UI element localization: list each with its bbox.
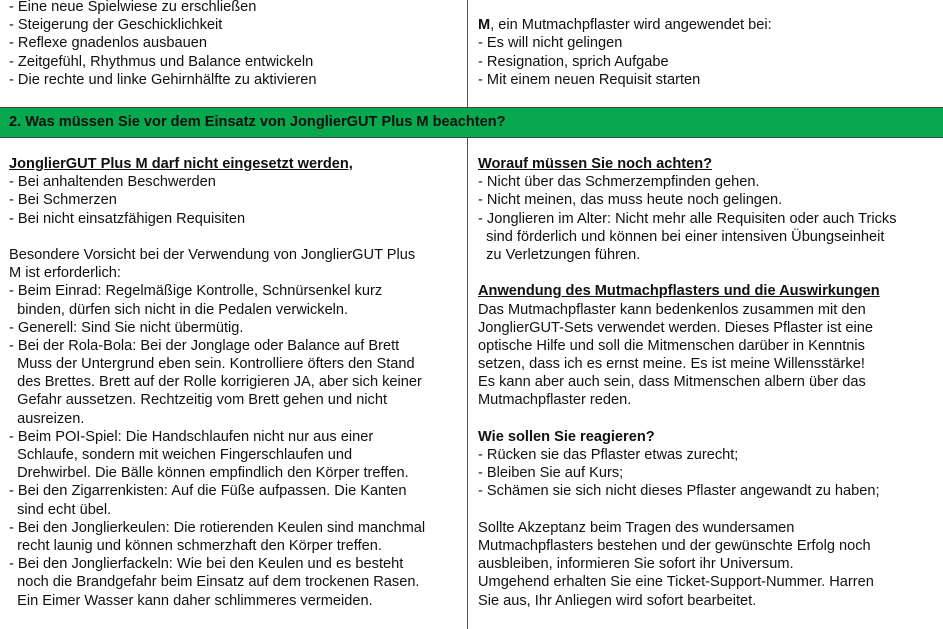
list-item: - Bei anhaltenden Beschwerden xyxy=(9,174,216,191)
top-left-list xyxy=(9,0,316,89)
caution-line: Ein Eimer Wasser kann daher schlimmeres vermeiden. xyxy=(9,592,373,609)
caution-line: M ist erforderlich: xyxy=(9,265,121,282)
paragraph-line: Sie aus, Ihr Anliegen wird sofort bearbeitet. xyxy=(478,592,757,609)
spacer xyxy=(478,410,897,428)
caution-line: des Brettes. Brett auf der Rolle korrigieren JA, aber sich keiner xyxy=(9,374,422,391)
paragraph-line: Es kann aber auch sein, dass Mitmenschen albern über das xyxy=(478,374,866,391)
list-item: - Nicht meinen, das muss heute noch gelingen. xyxy=(478,192,783,209)
spacer xyxy=(478,264,897,282)
paragraph-line: JonglierGUT-Sets verwendet werden. Dieses Pflaster ist eine xyxy=(478,319,874,336)
top-right-list xyxy=(478,0,772,89)
caution-line: sind echt übel. xyxy=(9,501,112,518)
list-item: zu Verletzungen führen. xyxy=(478,246,641,263)
list-item: - Resignation, sprich Aufgabe xyxy=(478,53,669,70)
paragraph-line: ausbleiben, informieren Sie sofort ihr Universum. xyxy=(478,556,794,573)
list-item: - Mit einem neuen Requisit starten xyxy=(478,71,701,88)
caution-line: - Beim Einrad: Regelmäßige Kontrolle, Schnürsenkel kurz xyxy=(9,283,383,300)
paragraph-line: Mutmachpflasters bestehen und der gewünschte Erfolg noch xyxy=(478,537,871,554)
application-heading: Anwendung des Mutmachpflasters und die Auswirkungen xyxy=(478,283,880,300)
blank-line xyxy=(478,0,772,16)
left-column xyxy=(9,155,425,610)
list-item: - Nicht über das Schmerzempfinden gehen. xyxy=(478,174,760,191)
paragraph-line: optische Hilfe und soll die Mitmenschen darüber in Kenntnis xyxy=(478,337,865,354)
caution-line: - Generell: Sind Sie nicht übermütig. xyxy=(9,319,244,336)
paragraph-line: Mutmachpflaster reden. xyxy=(478,392,632,409)
list-item: - Eine neue Spielwiese zu erschließen xyxy=(9,0,257,15)
section-title: 2. Was müssen Sie vor dem Einsatz von JonglierGUT Plus M beachten? xyxy=(9,114,506,130)
list-item: - Bei nicht einsatzfähigen Requisiten xyxy=(9,210,246,227)
attention-heading: Worauf müssen Sie noch achten? xyxy=(478,156,713,172)
list-item: - Es will nicht gelingen xyxy=(478,35,623,52)
paragraph-line: Sollte Akzeptanz beim Tragen des wundersamen xyxy=(478,519,795,536)
intro-line xyxy=(478,16,772,34)
list-item: - Die rechte und linke Gehirnhälfte zu aktivieren xyxy=(9,71,317,88)
caution-line: Besondere Vorsicht bei der Verwendung von JonglierGUT Plus xyxy=(9,246,416,263)
contraindication-heading: JonglierGUT Plus M darf nicht eingesetzt werden, xyxy=(9,156,353,172)
caution-line: binden, dürfen sich nicht in die Pedalen verwickeln. xyxy=(9,301,349,318)
right-column xyxy=(478,155,897,610)
caution-line: - Bei den Jonglierkeulen: Die rotierenden Keulen sind manchmal xyxy=(9,519,426,536)
caution-line: recht launig und können schmerzhaft den Körper treffen. xyxy=(9,537,382,554)
list-item: - Rücken sie das Pflaster etwas zurecht; xyxy=(478,447,739,463)
caution-line: Drehwirbel. Die Bälle können empfindlich den Körper treffen. xyxy=(9,465,409,482)
list-item: - Bleiben Sie auf Kurs; xyxy=(478,465,624,482)
intro-rest: , ein Mutmachpflaster wird angewendet bei: xyxy=(490,17,772,34)
list-item: - Reflexe gnadenlos ausbauen xyxy=(9,35,207,52)
list-item: sind förderlich und können bei einer intensiven Übungseinheit xyxy=(478,228,885,245)
caution-line: - Bei der Rola-Bola: Bei der Jonglage oder Balance auf Brett xyxy=(9,337,400,354)
paragraph-line: Umgehend erhalten Sie eine Ticket-Support-Nummer. Harren xyxy=(478,574,874,591)
caution-line: - Beim POI-Spiel: Die Handschlaufen nicht nur aus einer xyxy=(9,428,374,445)
column-divider-top xyxy=(467,0,468,107)
list-item: - Jonglieren im Alter: Nicht mehr alle Requisiten oder auch Tricks xyxy=(478,210,897,227)
spacer xyxy=(478,501,897,519)
list-item: - Schämen sie sich nicht dieses Pflaster angewandt zu haben; xyxy=(478,483,880,500)
paragraph-line: setzen, dass ich es ernst meine. Es ist meine Willensstärke! xyxy=(478,356,865,373)
column-divider-bottom xyxy=(467,138,468,629)
bold-letter: M xyxy=(478,17,491,34)
caution-line: Gefahr aussetzen. Rechtzeitig vom Brett gehen und nicht xyxy=(9,392,388,409)
reaction-heading: Wie sollen Sie reagieren? xyxy=(478,428,655,445)
list-item: - Bei Schmerzen xyxy=(9,192,117,209)
spacer xyxy=(9,228,425,246)
paragraph-line: Das Mutmachpflaster kann bedenkenlos zusammen mit den xyxy=(478,301,866,318)
caution-line: - Bei den Jonglierfackeln: Wie bei den Keulen und es besteht xyxy=(9,556,404,573)
section-banner xyxy=(0,107,943,138)
caution-line: - Bei den Zigarrenkisten: Auf die Füße aufpassen. Die Kanten xyxy=(9,483,407,500)
list-item: - Steigerung der Geschicklichkeit xyxy=(9,17,223,34)
caution-line: ausreizen. xyxy=(9,410,85,427)
caution-line: Muss der Untergrund eben sein. Kontrolliere öfters den Stand xyxy=(9,356,415,373)
caution-line: noch die Brandgefahr beim Einsatz auf dem trockenen Rasen. xyxy=(9,574,420,591)
caution-line: Schlaufe, sondern mit weichen Fingerschlaufen und xyxy=(9,447,353,463)
list-item: - Zeitgefühl, Rhythmus und Balance entwickeln xyxy=(9,53,314,70)
